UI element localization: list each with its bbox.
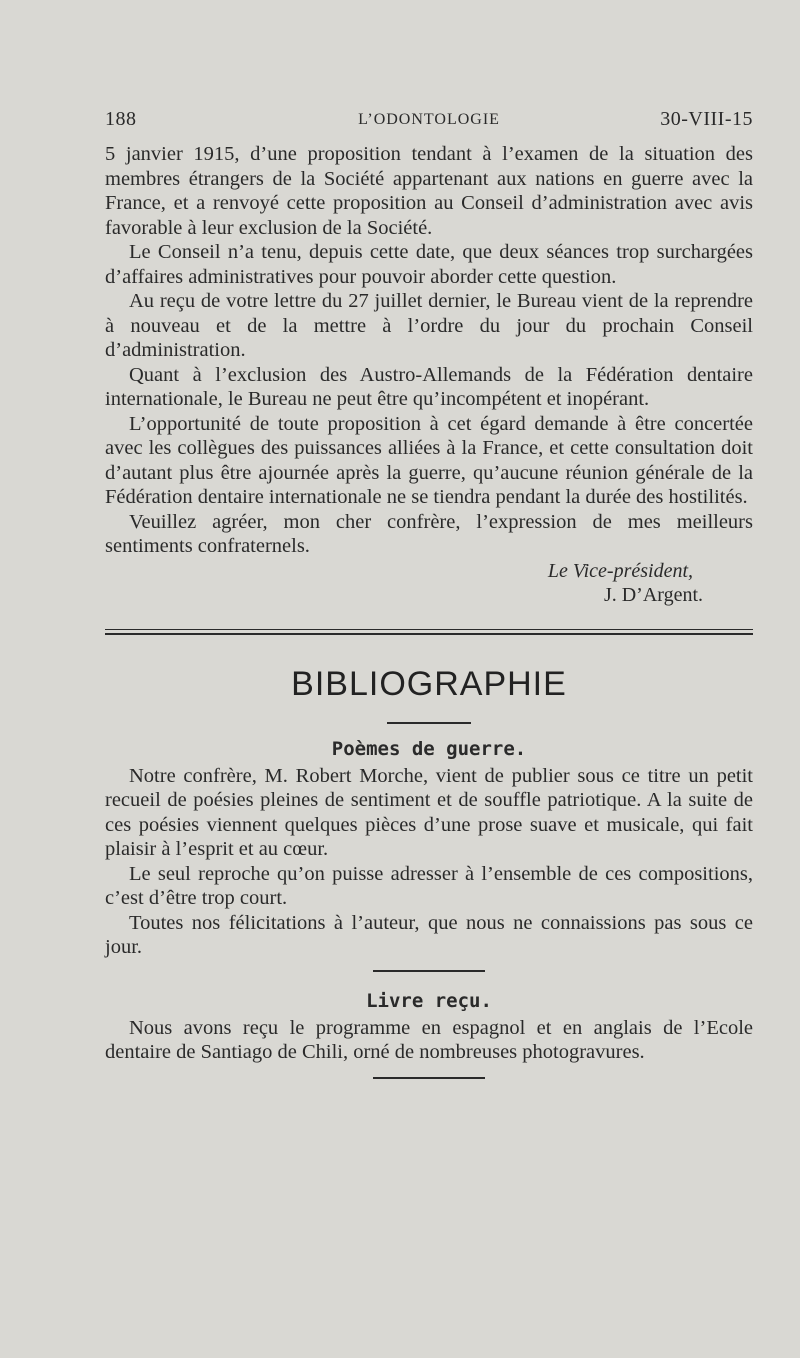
page-number: 188 [105,108,137,130]
subsection-rule [373,970,485,972]
letter-paragraph: Veuillez agréer, mon cher confrère, l’expression de mes meilleurs sentiments confraternels. [105,510,753,557]
letter-paragraph: Quant à l’exclusion des Austro-Allemands de la Fédération dentaire internationale, le Bureau ne peut être qu’incompétent et inopérant. [105,363,753,410]
letter-paragraph: Le Conseil n’a tenu, depuis cette date, que deux séances trop surchargées d’affaires administratives pour pouvoir aborder cette question. [105,241,753,288]
document-page [105,108,753,1079]
divider-thin [105,629,753,630]
signature-name: J. D’Argent. [603,583,703,606]
subsection-body [105,764,753,960]
journal-title: L’ODONTOLOGIE [358,111,500,128]
divider-thick [105,633,753,635]
subsection-heading: Livre reçu. [366,989,492,1012]
issue-date: 30-VIII-15 [660,108,753,130]
subsection-heading: Poèmes de guerre. [331,737,527,760]
signature-block [105,559,753,607]
letter-paragraph: Au reçu de votre lettre du 27 juillet dernier, le Bureau vient de la reprendre à nouveau et de la mettre à l’ordre du jour du prochain Conseil d’administration. [105,290,753,361]
review-paragraph: Notre confrère, M. Robert Morche, vient de publier sous ce titre un petit recueil de poésies pleines de sentiment et de souffle patriotique. A la suite de ces poésies viennent quelques pièces d’une prose suave et musicale, qui fait plaisir à l’esprit et au cœur. [105,764,753,860]
subsection-body [105,1016,753,1065]
section-title: BIBLIOGRAPHIE [291,664,567,703]
letter-paragraph: 5 janvier 1915, d’une proposition tendant à l’examen de la situation des membres étrangers de la Société appartenant aux nations en guerre avec la France, et a renvoyé cette proposition au Conseil d’administration avec avis favorable à leur exclusion de la Société. [105,143,753,239]
review-paragraph: Le seul reproche qu’on puisse adresser à l’ensemble de ces compositions, c’est d’être trop court. [105,862,753,909]
review-paragraph: Toutes nos félicitations à l’auteur, que nous ne connaissions pas sous ce jour. [105,911,753,958]
title-rule [387,722,471,724]
letter-paragraph: L’opportunité de toute proposition à cet égard demande à être concertée avec les collègues des puissances alliées à la France, et cette consultation doit d’autant plus être ajournée après la guerre, qu’aucune réunion générale de la Fédération dentaire internationale ne se tiendra pendant la durée des hostilités. [105,412,753,508]
section-divider [105,629,753,635]
signature-role: Le Vice-président, [547,559,693,582]
running-header [105,108,753,142]
review-paragraph: Nous avons reçu le programme en espagnol et en anglais de l’Ecole dentaire de Santiago de Chili, orné de nombreuses photogravures. [105,1016,753,1063]
letter-body [105,142,753,559]
end-rule [373,1077,485,1079]
